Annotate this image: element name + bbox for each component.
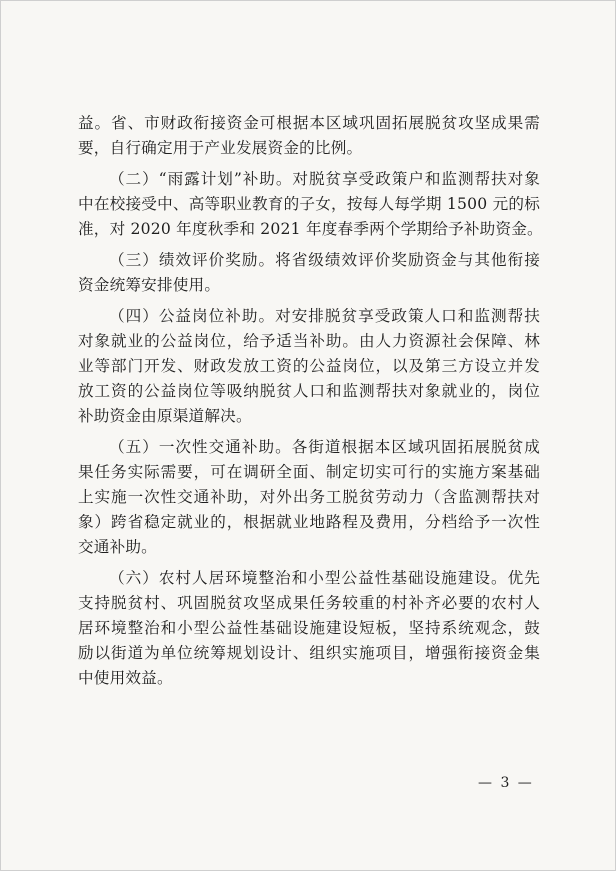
text-line: 居环境整治和小型公益性基础设施建设短板，坚持系统观念，鼓 [78, 619, 540, 637]
text-line: 补助资金由原渠道解决。 [78, 407, 252, 425]
text-line: 放工资的公益岗位等吸纳脱贫人口和监测帮扶对象就业的，岗位 [78, 382, 540, 400]
text-line: 对象就业的公益岗位，给予适当补助。由人力资源社会保障、林 [78, 332, 540, 350]
text-line: 交通补助。 [78, 538, 157, 556]
text-line: 资金统筹安排使用。 [78, 276, 221, 294]
text-line: （四）公益岗位补助。对安排脱贫享受政策人口和监测帮扶 [109, 307, 540, 325]
document-body [78, 111, 543, 691]
text-line: 象）跨省稳定就业的，根据就业地路程及费用，分档给予一次性 [78, 513, 540, 531]
text-line: （二）“雨露计划”补助。对脱贫享受政策户和监测帮扶对象 [109, 170, 540, 188]
text-line: 益。省、市财政衔接资金可根据本区域巩固拓展脱贫攻坚成果需 [78, 114, 540, 132]
page-number: — 3 — [478, 775, 534, 791]
text-line: 中在校接受中、高等职业教育的子女，按每人每学期 1500 元的标 [78, 195, 540, 213]
text-line: 励以街道为单位统筹规划设计、组织实施项目，增强衔接资金集 [78, 644, 540, 662]
text-line: 上实施一次性交通补助，对外出务工脱贫劳动力（含监测帮扶对 [78, 488, 540, 506]
text-line: 果任务实际需要，可在调研全面、制定切实可行的实施方案基础 [78, 463, 540, 481]
text-line: 准，对 2020 年度秋季和 2021 年度春季两个学期给予补助资金。 [78, 220, 543, 238]
text-line: 中使用效益。 [78, 669, 173, 687]
text-line: （六）农村人居环境整治和小型公益性基础设施建设。优先 [109, 569, 540, 587]
text-line: 要，自行确定用于产业发展资金的比例。 [78, 139, 363, 157]
text-line: 业等部门开发、财政发放工资的公益岗位，以及第三方设立并发 [78, 357, 540, 375]
text-line: （五）一次性交通补助。各街道根据本区域巩固拓展脱贫成 [109, 438, 540, 456]
text-line: 支持脱贫村、巩固脱贫攻坚成果任务较重的村补齐必要的农村人 [78, 594, 540, 612]
text-line: （三）绩效评价奖励。将省级绩效评价奖励资金与其他衔接 [109, 251, 540, 269]
